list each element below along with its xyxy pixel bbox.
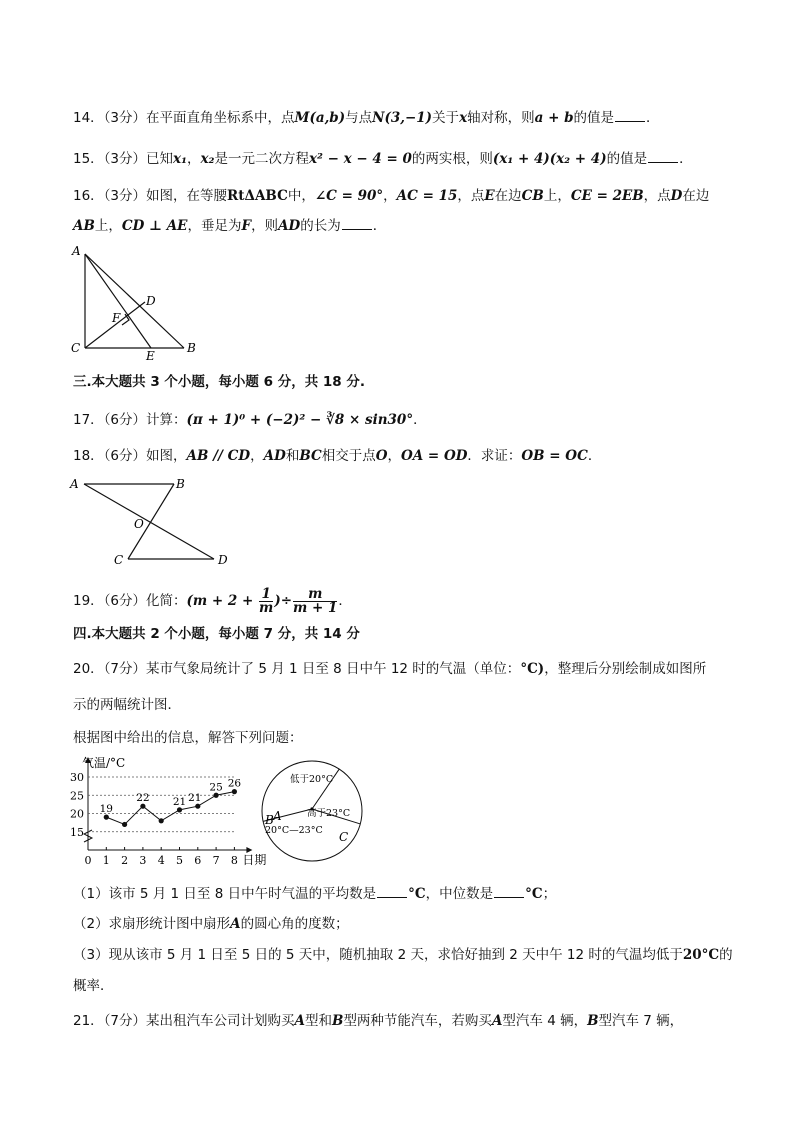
math-equation: x² − x − 4 = 0 xyxy=(308,151,412,167)
slice-label-B: 20°C—23°C xyxy=(265,825,323,836)
text: 化简： xyxy=(146,593,187,609)
data-label-day-1: 19 xyxy=(99,803,113,816)
question-18 xyxy=(73,446,601,466)
math-expr: a + b xyxy=(534,110,574,126)
text: ． xyxy=(679,151,693,167)
text: ； xyxy=(542,886,557,902)
y-axis-title: 气温/°C xyxy=(82,756,126,770)
text: 的长为 xyxy=(300,218,341,234)
segment-cd xyxy=(85,302,145,348)
slice-name-c: C xyxy=(339,830,349,844)
text: ， xyxy=(187,151,201,167)
question-score: （6分） xyxy=(103,593,147,609)
question-score: （6分） xyxy=(103,412,147,428)
text: ，点 xyxy=(457,188,485,204)
math-a: A xyxy=(294,1013,306,1029)
math-equal: OA = OD xyxy=(401,448,468,464)
text: ． xyxy=(338,593,352,609)
label-c: C xyxy=(71,341,81,355)
temperature-line-chart xyxy=(66,755,271,870)
text: ，中位数是 xyxy=(425,886,494,902)
fraction-denominator: m + 1 xyxy=(293,599,338,616)
question-16-cont xyxy=(73,216,386,236)
math-a: A xyxy=(230,916,241,932)
text: 的值是 xyxy=(573,110,615,126)
slice-label-A: 低于20°C xyxy=(290,774,334,785)
y-tick-label: 25 xyxy=(70,789,84,803)
label-f: F xyxy=(112,311,121,325)
question-14 xyxy=(73,108,660,128)
text: 在边 xyxy=(494,188,522,204)
text: ． xyxy=(372,218,387,234)
text: ， xyxy=(383,188,397,204)
text: 已知 xyxy=(146,151,174,167)
question-15 xyxy=(73,149,693,169)
question-score: （7分） xyxy=(103,661,147,677)
data-point-day-6 xyxy=(195,804,200,809)
text: 上， xyxy=(94,218,122,234)
question-number: 16． xyxy=(73,188,104,204)
question-20-line3: 根据图中给出的信息，解答下列问题： xyxy=(73,730,303,746)
text: 上， xyxy=(543,188,571,204)
q16-triangle-figure xyxy=(66,242,206,362)
text: 某市气象局统计了 5 月 1 日至 8 日中午 12 时的气温（单位： xyxy=(146,661,521,677)
fraction-1-over-m xyxy=(259,585,274,616)
question-20-part3 xyxy=(73,945,733,965)
data-point-day-2 xyxy=(122,822,127,827)
data-label-day-7: 25 xyxy=(209,781,223,794)
math-f: F xyxy=(241,218,252,234)
question-score: （3分） xyxy=(103,151,147,167)
data-point-day-3 xyxy=(140,804,145,809)
text: ，点 xyxy=(643,188,671,204)
temperature-pie-chart xyxy=(259,758,369,868)
text: （3）现从该市 5 月 1 日至 5 日的 5 天中，随机抽取 2 天，求恰好抽到 2 天中午 12 时的气温均低于 xyxy=(73,947,683,963)
math-point-n: N(3,−1) xyxy=(372,110,433,126)
slice-name-a: A xyxy=(273,809,282,823)
x-tick-label: 6 xyxy=(194,854,202,867)
x-tick-label: 7 xyxy=(212,854,220,867)
math-perp: CD ⊥ AE xyxy=(121,218,188,234)
text: 关于 xyxy=(432,110,460,126)
math-e: E xyxy=(484,188,495,204)
question-19 xyxy=(73,587,352,615)
text: 型和 xyxy=(305,1013,333,1029)
question-20-part3-cont: 概率． xyxy=(73,978,114,994)
text: 型汽车 7 辆， xyxy=(598,1013,684,1029)
question-number: 14． xyxy=(73,110,104,126)
question-21 xyxy=(73,1011,683,1031)
text: 型汽车 4 辆， xyxy=(502,1013,588,1029)
question-20 xyxy=(73,659,706,679)
question-number: 15． xyxy=(73,151,104,167)
text: 的 xyxy=(719,947,733,963)
question-score: （3分） xyxy=(103,110,147,126)
section-3-title: 三.本大题共 3 个小题，每小题 6 分，共 18 分. xyxy=(73,374,366,390)
answer-blank-median[interactable] xyxy=(494,884,524,898)
math-expr: (π + 1)⁰ + (−2)² − ∛8 × sin30° xyxy=(186,412,414,428)
question-20-part1 xyxy=(73,884,556,904)
data-point-day-7 xyxy=(214,793,219,798)
data-point-day-8 xyxy=(232,789,237,794)
math-unit: °C xyxy=(408,886,426,902)
data-label-day-6: 21 xyxy=(188,792,202,805)
text: 如图，在等腰 xyxy=(146,188,228,204)
math-cb: CB xyxy=(521,188,544,204)
slice-name-b: B xyxy=(265,813,274,827)
text: ，则 xyxy=(251,218,279,234)
fraction-m-over-m-plus-1 xyxy=(293,585,338,616)
text: ． xyxy=(646,110,660,126)
x-tick-label: 0 xyxy=(84,854,92,867)
math-ad: AD xyxy=(278,218,301,234)
text: （1）该市 5 月 1 日至 8 日中午时气温的平均数是 xyxy=(73,886,377,902)
label-o: O xyxy=(134,517,144,531)
math-x1: x₁ xyxy=(173,151,187,167)
label-d: D xyxy=(146,294,156,308)
text: 的值是 xyxy=(606,151,648,167)
x-tick-label: 3 xyxy=(139,854,147,867)
math-ce: CE = 2EB xyxy=(570,188,644,204)
label-c: C xyxy=(114,553,124,567)
y-tick-label: 20 xyxy=(70,807,84,821)
math-divide: )÷ xyxy=(274,593,293,609)
math-b: B xyxy=(587,1013,599,1029)
data-point-day-4 xyxy=(159,818,164,823)
text: 型两种节能汽车，若购买 xyxy=(343,1013,492,1029)
label-b: B xyxy=(187,341,196,355)
math-o: O xyxy=(375,448,388,464)
math-ac: AC = 15 xyxy=(396,188,458,204)
text: （2）求扇形统计图中扇形 xyxy=(73,916,231,932)
math-angle: ∠C = 90° xyxy=(314,188,384,204)
math-temp: 20°C xyxy=(682,947,720,963)
text: ， xyxy=(250,448,264,464)
x-tick-label: 8 xyxy=(230,854,238,867)
y-tick-label: 30 xyxy=(70,771,84,784)
label-a: A xyxy=(70,477,79,491)
segment-ae xyxy=(85,254,151,348)
data-label-day-3: 22 xyxy=(136,792,150,805)
math-lparen: (m + 2 + xyxy=(186,593,259,609)
answer-blank[interactable] xyxy=(648,149,678,163)
question-number: 19． xyxy=(73,593,104,609)
text: 在边 xyxy=(682,188,710,204)
question-score: （7分） xyxy=(103,1013,147,1029)
question-20-part2 xyxy=(73,914,349,934)
text: 如图， xyxy=(146,448,187,464)
math-bc: BC xyxy=(299,448,322,464)
data-point-day-1 xyxy=(104,815,109,820)
data-point-day-5 xyxy=(177,807,182,812)
label-a: A xyxy=(72,244,81,258)
text: 与点 xyxy=(345,110,373,126)
section-4-title: 四.本大题共 2 个小题，每小题 7 分，共 14 分 xyxy=(73,626,360,642)
text: ，垂足为 xyxy=(187,218,242,234)
math-axis: x xyxy=(459,110,468,126)
answer-blank-mean[interactable] xyxy=(377,884,407,898)
text: 和 xyxy=(285,448,300,464)
question-number: 17． xyxy=(73,412,104,428)
q18-figure xyxy=(66,472,241,572)
text: 在平面直角坐标系中，点 xyxy=(146,110,295,126)
x-tick-label: 2 xyxy=(121,854,129,867)
text: 轴对称，则 xyxy=(467,110,535,126)
x-tick-label: 4 xyxy=(157,854,165,867)
answer-blank[interactable] xyxy=(342,216,372,230)
x-tick-label: 1 xyxy=(102,854,110,867)
question-number: 21． xyxy=(73,1013,104,1029)
text: 相交于点 xyxy=(321,448,376,464)
question-score: （6分） xyxy=(103,448,147,464)
math-triangle: RtΔABC xyxy=(227,188,288,204)
text: 某出租汽车公司计划购买 xyxy=(146,1013,295,1029)
text: 的两实根，则 xyxy=(411,151,493,167)
label-d: D xyxy=(218,553,228,567)
math-x2: x₂ xyxy=(200,151,215,167)
data-label-day-5: 21 xyxy=(172,795,187,808)
segment-ab xyxy=(85,254,184,348)
text: ．求证： xyxy=(467,448,522,464)
text: ． xyxy=(413,412,427,428)
fraction-numerator: 1 xyxy=(259,588,273,602)
math-unit: °C xyxy=(525,886,543,902)
x-tick-label: 5 xyxy=(176,854,183,867)
math-expr: (x₁ + 4)(x₂ + 4) xyxy=(492,151,607,167)
question-17 xyxy=(73,410,427,430)
math-ad: AD xyxy=(263,448,286,464)
question-number: 20． xyxy=(73,661,104,677)
question-20-line2: 示的两幅统计图． xyxy=(73,697,181,713)
math-prove: OB = OC xyxy=(521,448,588,464)
text: ， xyxy=(387,448,401,464)
data-label-day-8: 26 xyxy=(227,777,242,790)
math-b: B xyxy=(332,1013,344,1029)
fraction-numerator: m xyxy=(293,588,337,602)
label-b: B xyxy=(176,477,185,491)
answer-blank[interactable] xyxy=(615,108,645,122)
text: ，整理后分别绘制成如图所 xyxy=(544,661,707,677)
text: 是一元二次方程 xyxy=(214,151,309,167)
text: ． xyxy=(587,448,602,464)
text: 的圆心角的度数； xyxy=(240,916,349,932)
text: 中， xyxy=(287,188,315,204)
fraction-denominator: m xyxy=(259,599,274,616)
math-d: D xyxy=(670,188,683,204)
x-axis-title: 日期 xyxy=(242,853,267,867)
math-parallel: AB // CD xyxy=(186,448,251,464)
math-unit: °C) xyxy=(520,661,545,677)
question-score: （3分） xyxy=(103,188,147,204)
question-number: 18． xyxy=(73,448,104,464)
text: 计算： xyxy=(146,412,187,428)
math-point-m: M(a,b) xyxy=(294,110,346,126)
slice-label-C: 高于23°C xyxy=(307,808,351,819)
math-a: A xyxy=(491,1013,503,1029)
segment-ad xyxy=(84,484,214,559)
y-tick-label: 15 xyxy=(70,825,84,839)
question-16 xyxy=(73,186,709,206)
math-ab: AB xyxy=(73,218,95,234)
label-e: E xyxy=(146,349,155,362)
